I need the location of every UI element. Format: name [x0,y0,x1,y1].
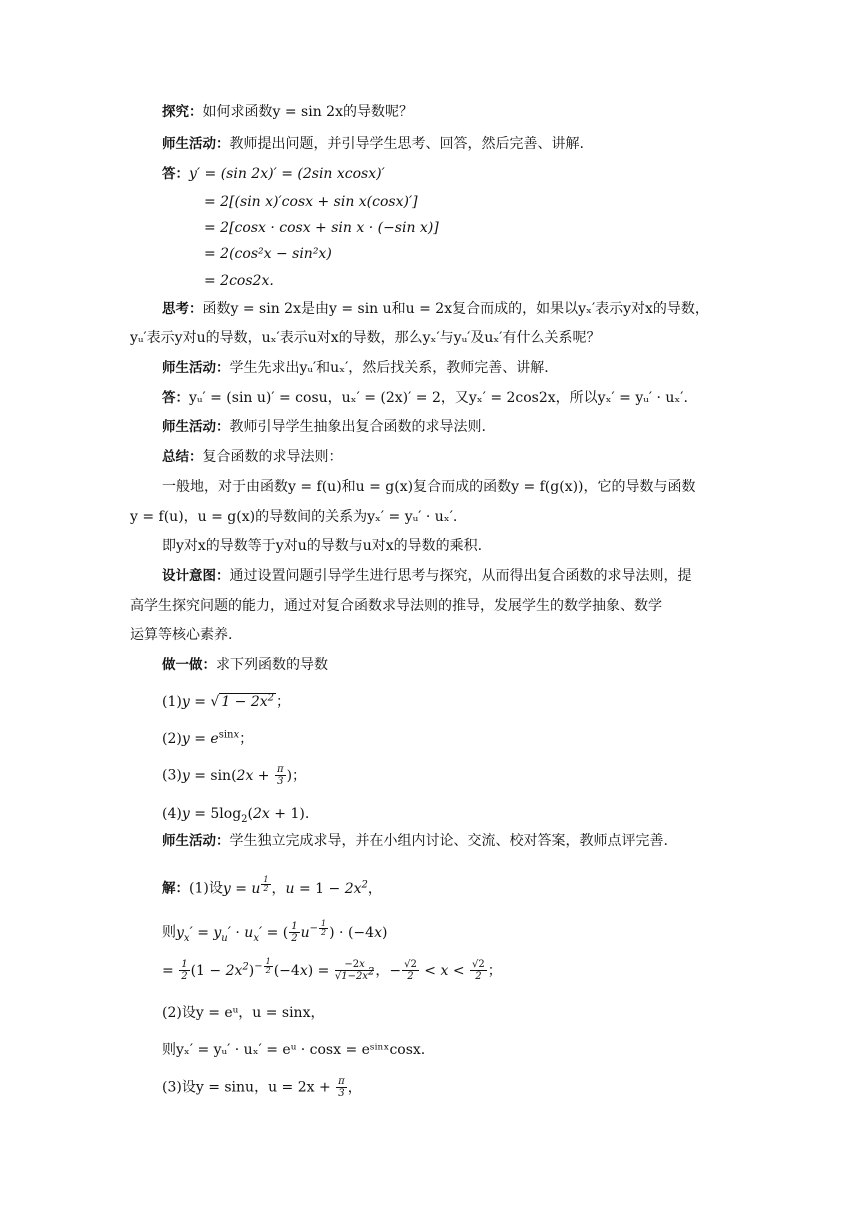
activity-3 [162,416,486,438]
summary-para-1: 一般地，对于由函数y = f(u)和u = g(x)复合而成的函数y = f(g(x))，它的导数与函数 [162,479,696,495]
exercise-item-1-num: (1) [162,694,182,710]
answer-1-line-3: = 2[cosx · cosx + sin x · (−sin x)] [204,220,439,236]
explore-text: 如何求函数y = sin 2x的导数呢？ [202,104,413,120]
answer-2-label: 答： [162,390,189,406]
design-line-1 [162,565,692,587]
activity-3-text: 教师引导学生抽象出复合函数的求导法则. [229,419,486,435]
exercise-item-2: $(2)y = e^{sinx}$； [162,729,254,747]
answer-1-line-5: = 2cos2x. [204,273,274,289]
exercise-item-1: (1)y = √ $1 - 2x^2$ ； [162,692,291,710]
summary-line [162,446,343,468]
exercise-item-4-num: (4) [162,806,182,822]
summary-label: 总结： [162,449,203,465]
exercise-label: 做一做： [162,657,216,673]
solution-line-3: = $\frac{1}{2}$ $(1 - 2x^2)^{- \frac{1}{2}}$ (−4x) = $\frac{-2x}{√1-2x^2}$ ，− $\frac{√2}{2}$ < x < $\frac{√2}{2}$ ； [162,957,502,983]
exercise-item-4: $(4)y = 5\log_2(2x + 1)$. [162,806,310,825]
solution-label: 解： [162,880,189,897]
explore-label: 探究： [162,104,203,120]
activity-4-label: 师生活动： [162,833,230,849]
activity-1 [162,133,584,155]
activity-4 [162,830,668,852]
answer-1-line-4: = 2(cos²x − sin²x) [204,246,332,262]
activity-1-text: 教师提出问题，并引导学生思考、回答，然后完善、讲解. [229,136,584,152]
activity-2-label: 师生活动： [162,360,230,376]
answer-1-line-1 [162,163,385,185]
activity-3-label: 师生活动： [162,419,230,435]
answer-1-eq-1: y′ = (sin 2x)′ = (2sin xcosx)′ [189,166,385,182]
think-line-1 [162,298,709,320]
solution-line-4: (2)设y = eᵘ，u = sinx， [162,1005,325,1021]
design-line-3: 运算等核心素养. [130,627,233,643]
solution-line-2: 则$y_x' = y_u' \cdot u_x'$ = ( $\frac{1}{2}$ $u^{- \frac{1}{2}}$ ) · (−4x) [162,919,388,945]
think-line-2: yᵤ′表示y对u的导数，uₓ′表示u对x的导数，那么yₓ′与yᵤ′及uₓ′有什么关系呢？ [130,330,601,346]
exercise-line [162,654,328,676]
solution-line-6: (3)设y = sinu，u = 2x + $\frac{\pi}{3}$ ， [162,1076,362,1099]
activity-1-label: 师生活动： [162,136,230,152]
summary-para-2: y = f(u)，u = g(x)的导数间的关系为yₓ′ = yᵤ′ · uₓ′. [130,509,458,525]
summary-para-3: 即y对x的导数等于y对u的导数与u对x的导数的乘积. [162,538,483,554]
solution-step-1: (1)设 [189,880,223,897]
exercise-item-2-num: (2) [162,731,182,747]
design-line-2: 高学生探究问题的能力，通过对复合函数求导法则的推导，发展学生的数学抽象、数学 [130,598,662,614]
summary-text: 复合函数的求导法则： [202,449,343,465]
solution-step-6: (3)设y = sinu，u = 2x + [162,1079,331,1096]
exercise-text: 求下列函数的导数 [216,657,328,673]
exercise-item-3-num: (3) [162,767,182,784]
solution-step-2: 则 [162,924,176,941]
activity-2-text: 学生先求出yᵤ′和uₓ′，然后找关系，教师完善、讲解. [229,360,549,376]
activity-4-text: 学生独立完成求导，并在小组内讨论、交流、校对答案，教师点评完善. [229,833,668,849]
design-text-1: 通过设置问题引导学生进行思考与探究，从而得出复合函数的求导法则，提 [229,568,692,584]
design-label: 设计意图： [162,568,230,584]
answer-1-line-2: = 2[(sin x)′cosx + sin x(cosx)′] [204,194,418,210]
answer-2 [162,387,688,409]
solution-line-5: 则yₓ′ = yᵤ′ · uₓ′ = eᵘ · cosx = eˢⁱⁿˣcosx. [162,1042,426,1058]
think-label: 思考： [162,301,203,317]
answer-1-label: 答： [162,166,189,182]
think-text-1: 函数y = sin 2x是由y = sin u和u = 2x复合而成的，如果以yₓ′表示y对x的导数， [202,301,709,317]
explore-line [162,101,413,123]
activity-2 [162,357,549,379]
answer-2-text: yᵤ′ = (sin u)′ = cosu，uₓ′ = (2x)′ = 2，又yₓ′ = 2cos2x，所以yₓ′ = yᵤ′ · uₓ′. [189,390,688,406]
solution-line-1: 解：(1)设y = u $^{\frac{1}{2}}$ ，$u = 1 - 2x^2$， [162,875,382,897]
exercise-item-3: (3)y = sin(2x + $\frac{\pi}{3}$ )； [162,764,307,787]
